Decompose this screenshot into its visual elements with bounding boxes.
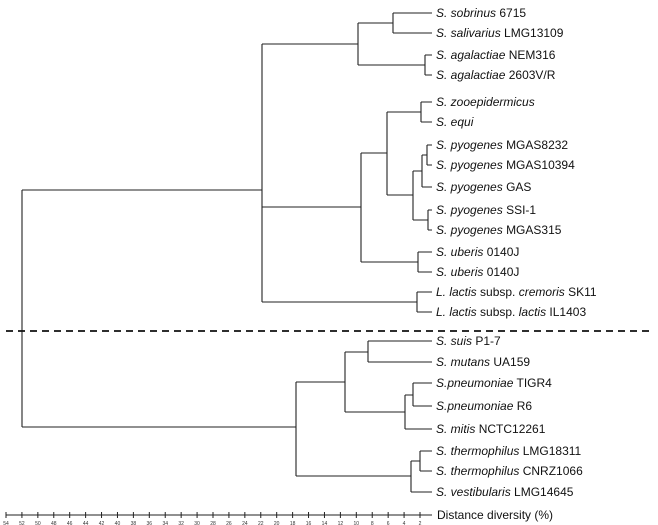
leaf-label (436, 265, 519, 279)
species-name: S. thermophilus (436, 464, 520, 478)
scale-tick-label: 44 (82, 521, 89, 525)
species-name: L. lactis (436, 305, 477, 319)
scale-tick-label: 8 (370, 521, 374, 525)
leaf-label (436, 48, 555, 62)
branch (417, 292, 432, 312)
scale-tick-label: 52 (19, 521, 25, 525)
strain-name: subsp. (480, 285, 516, 299)
strain-name: MGAS8232 (506, 138, 569, 152)
leaf-label (436, 68, 555, 82)
scale-tick-label: 48 (50, 521, 57, 525)
strain-name: GAS (506, 180, 532, 194)
scale-tick-label: 14 (321, 521, 328, 525)
leaf-label (436, 464, 583, 478)
branch (420, 451, 432, 471)
leaf-label (436, 158, 575, 172)
leaf-label (436, 223, 561, 237)
branch (345, 352, 405, 412)
species-name: S. vestibularis (436, 485, 511, 499)
leaf-label (436, 305, 586, 319)
strain-name: LMG13109 (504, 26, 564, 40)
branch (427, 145, 432, 165)
branch (405, 395, 432, 429)
leaf-label (436, 180, 531, 194)
scale-tick-label: 4 (402, 521, 406, 525)
species-name: S. mutans (436, 355, 491, 369)
leaf-label (436, 6, 526, 20)
branch (421, 102, 432, 122)
leaf-label (436, 422, 545, 436)
strain-name: LMG14645 (514, 485, 574, 499)
species-name: L. lactis (436, 285, 477, 299)
branch (418, 252, 432, 272)
species-name: S. agalactiae (436, 68, 506, 82)
species-name: S. zooepidermicus (436, 95, 535, 109)
branch (368, 341, 432, 362)
scale-tick-label: 18 (289, 521, 296, 525)
species-name: S. suis (436, 334, 473, 348)
scale-tick-label: 6 (386, 521, 390, 525)
leaf-label (436, 444, 581, 458)
branch (413, 383, 432, 406)
species-name: S. sobrinus (436, 6, 497, 20)
leaf-label (436, 95, 535, 109)
strain-name: MGAS315 (506, 223, 562, 237)
strain-name: CNRZ1066 (522, 464, 583, 478)
branch (428, 210, 432, 230)
branch (413, 171, 428, 220)
scale-tick-label: 2 (418, 521, 422, 525)
species-name: S. pyogenes (436, 158, 503, 172)
strain-name: IL1403 (549, 305, 587, 319)
species-name: S. uberis (436, 265, 484, 279)
leaf-label (436, 26, 563, 40)
strain-name: NEM316 (508, 48, 556, 62)
strain-name: 0140J (486, 265, 520, 279)
strain-name: P1-7 (475, 334, 501, 348)
scale-tick-label: 34 (162, 521, 169, 525)
scale-tick-label: 32 (178, 521, 184, 525)
scale-tick-label: 20 (273, 521, 280, 525)
strain-name: 0140J (486, 245, 520, 259)
strain-name: TIGR4 (516, 376, 552, 390)
scale-tick-label: 16 (305, 521, 312, 525)
strain-name: NCTC12261 (478, 422, 546, 436)
species-name: S.pneumoniae (436, 376, 514, 390)
species-name: S. agalactiae (436, 48, 506, 62)
scale-tick-label: 28 (210, 521, 216, 525)
scale-tick-label: 24 (242, 521, 248, 525)
distance-scale-axis (3, 512, 432, 525)
scale-tick-label: 22 (257, 521, 264, 525)
species-name: S. pyogenes (436, 223, 503, 237)
species-name: S. uberis (436, 245, 484, 259)
species-name: S. salivarius (436, 26, 501, 40)
leaf-label (436, 334, 501, 348)
leaf-label (436, 203, 536, 217)
strain-name: 2603V/R (508, 68, 556, 82)
scale-tick-label: 50 (35, 521, 41, 525)
species-name: S. pyogenes (436, 138, 503, 152)
scale-tick-label: 54 (3, 521, 9, 525)
branch (361, 153, 418, 262)
strain-name: SK11 (568, 285, 597, 299)
strain-name: SSI-1 (506, 203, 537, 217)
strain-name: 6715 (499, 6, 527, 20)
strain-name: MGAS10394 (506, 158, 575, 172)
leaf-label (436, 399, 532, 413)
branch (393, 13, 432, 33)
scale-tick-label: 30 (194, 521, 200, 525)
scale-tick-label: 38 (130, 521, 137, 525)
species-name: S. thermophilus (436, 444, 520, 458)
species-name: S. equi (436, 115, 474, 129)
branch (425, 55, 432, 75)
scale-tick-label: 26 (226, 521, 232, 525)
leaf-label (436, 355, 530, 369)
scale-tick-label: 40 (114, 521, 121, 525)
strain-name: R6 (516, 399, 533, 413)
species-name: S. pyogenes (436, 203, 503, 217)
leaf-label (436, 376, 552, 390)
dendrogram-branches (22, 13, 432, 492)
strain-name: LMG18311 (522, 444, 582, 458)
species-name: S. pyogenes (436, 180, 503, 194)
scale-tick-label: 12 (337, 521, 344, 525)
leaf-label (436, 285, 597, 299)
species-name: S. mitis (436, 422, 476, 436)
leaf-label (436, 485, 573, 499)
scale-title: Distance diversity (%) (437, 508, 554, 522)
leaf-label (436, 138, 568, 152)
subspecies-name: cremoris (518, 285, 565, 299)
scale-tick-label: 46 (66, 521, 73, 525)
leaf-label (436, 245, 519, 259)
scale-tick-label: 36 (146, 521, 153, 525)
scale-tick-label: 42 (98, 521, 105, 525)
branch (411, 461, 432, 492)
strain-name: UA159 (493, 355, 531, 369)
strain-name: subsp. (480, 305, 516, 319)
subspecies-name: lactis (518, 305, 547, 319)
leaf-label (436, 115, 473, 129)
species-name: S.pneumoniae (436, 399, 514, 413)
scale-tick-label: 10 (353, 521, 360, 525)
